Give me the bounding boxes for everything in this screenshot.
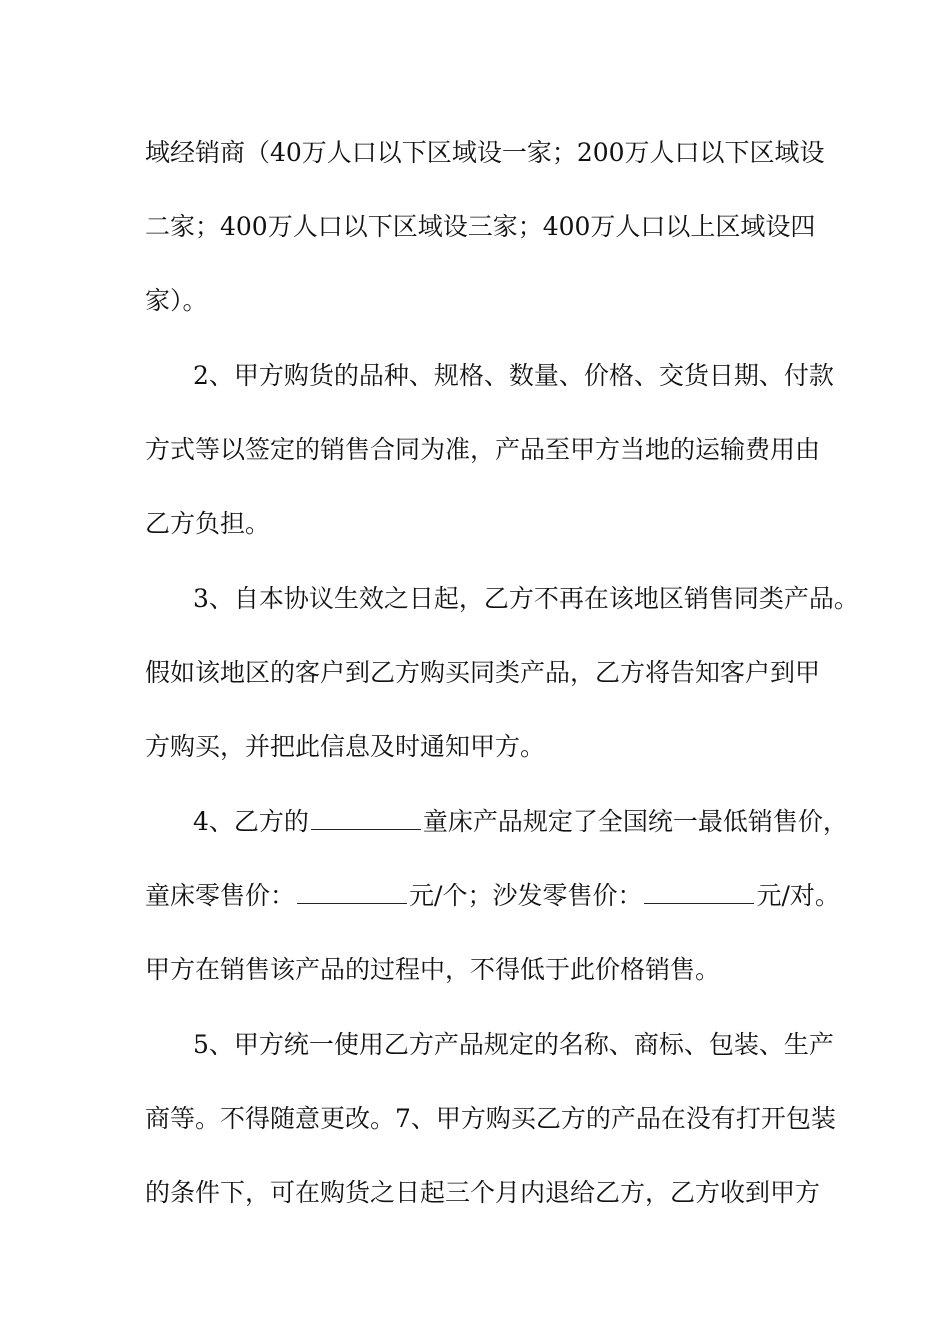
text-line: 假如该地区的客户到乙方购买同类产品，乙方将告知客户到甲 [145,658,821,687]
text-line: 乙方负担。 [145,509,271,538]
text-segment: 4、乙方的 [193,807,309,836]
text-line: 家）。 [145,286,208,315]
text-segment: 元/个；沙发零售价： [409,881,643,910]
text-line: 3、自本协议生效之日起，乙方不再在该地区销售同类产品。 [193,584,859,613]
text-line: 方购买，并把此信息及时通知甲方。 [145,732,546,761]
text-segment: 元/对。 [756,881,840,910]
text-line: 二家；400万人口以下区域设三家；400万人口以上区域设四 [145,212,816,241]
blank-field [311,811,421,830]
text-line [145,879,840,913]
text-line: 域经销商（40万人口以下区域设一家；200万人口以下区域设 [145,138,825,167]
text-line: 5、甲方统一使用乙方产品规定的名称、商标、包装、生产 [193,1030,834,1059]
text-line: 商等。不得随意更改。7、甲方购买乙方的产品在没有打开包装 [145,1104,836,1133]
text-segment: 童床产品规定了全国统一最低销售价， [422,807,848,836]
text-line: 2、甲方购货的品种、规格、数量、价格、交货日期、付款 [193,361,834,390]
blank-field [644,885,754,904]
text-line: 甲方在销售该产品的过程中，不得低于此价格销售。 [145,955,721,984]
text-segment: 童床零售价： [145,881,296,910]
text-line: 的条件下，可在购货之日起三个月内退给乙方，乙方收到甲方 [145,1178,821,1207]
blank-field [297,885,407,904]
text-line: 方式等以签定的销售合同为准，产品至甲方当地的运输费用由 [145,435,821,464]
text-line [193,805,848,839]
